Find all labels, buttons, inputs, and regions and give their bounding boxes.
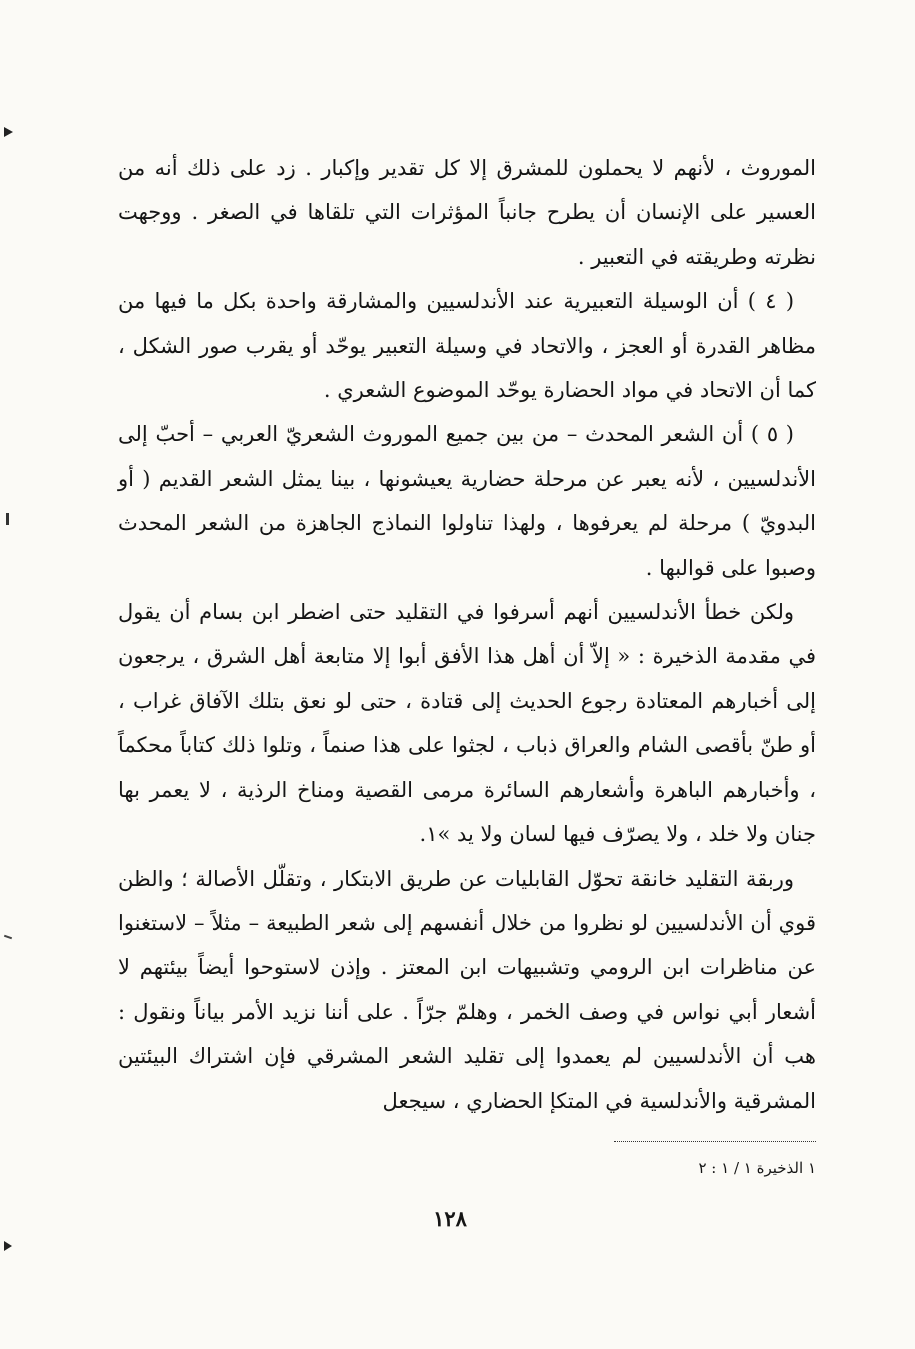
margin-mark [4,935,12,940]
page-number: ١٢٨ [433,1206,467,1231]
margin-mark [6,513,9,525]
footnote: ١ الذخيرة ١ / ١ : ٢ [698,1159,816,1177]
margin-mark [4,127,13,137]
paragraph: الموروث ، لأنهم لا يحملون للمشرق إلا كل تقدير وإكبار . زد على ذلك أنه من العسير على الإنسان أن يطرح جانباً المؤثرات التي تلقاها في الصغر . ووجهت نظرته وطريقته في التعبير . [118,156,816,269]
body-text [118,146,816,1123]
paragraph: ( ٥ ) أن الشعر المحدث – من بين جميع الموروث الشعريّ العربي – أحبّ إلى الأندلسيين ، لأنه يعبر عن مرحلة حضارية يعيشونها ، بينا يمثل الشعر القديم ( أو البدويّ ) مرحلة لم يعرفوها ، ولهذا تناولوا النماذج الجاهزة من الشعر المحدث وصبوا على قوالبها . [118,422,816,580]
margin-mark [4,1241,12,1251]
paragraph: وربقة التقليد خانقة تحوّل القابليات عن طريق الابتكار ، وتقلّل الأصالة ؛ والظن قوي أن الأندلسيين لو نظروا من خلال أنفسهم إلى شعر الطبيعة – مثلاً – لاستغنوا عن مناظرات ابن الرومي وتشبيهات ابن المعتز . وإذن لاستوحوا أيضاً بيئتهم لا أشعار أبي نواس في وصف الخمر ، وهلمّ جرّاً . على أننا نزيد الأمر بياناً ونقول : هب أن الأندلسيين لم يعمدوا إلى تقليد الشعر المشرقي فإن اشتراك البيئتين المشرقية والأندلسية في المتكإ الحضاري ، سيجعل [118,866,816,1113]
footnote-divider [614,1141,816,1142]
paragraph: ولكن خطأ الأندلسيين أنهم أسرفوا في التقليد حتى اضطر ابن بسام أن يقول في مقدمة الذخيرة : « إلاّ أن أهل هذا الأفق أبوا إلا متابعة أهل الشرق ، يرجعون إلى أخبارهم المعتادة رجوع الحديث إلى قتادة ، حتى لو نعق بتلك الآفاق غراب ، أو طنّ بأقصى الشام والعراق ذباب ، لجثوا على هذا صنماً ، وتلوا ذلك كتاباً محكماً ، وأخبارهم الباهرة وأشعارهم السائرة مرمى القصية ومناخ الرذية ، لا يعمر بها جنان ولا خلد ، ولا يصرّف فيها لسان ولا يد »١. [118,600,816,847]
paragraph: ( ٤ ) أن الوسيلة التعبيرية عند الأندلسيين والمشارقة واحدة بكل ما فيها من مظاهر القدرة أو العجز ، والاتحاد في وسيلة التعبير يوحّد أو يقرب صور الشكل ، كما أن الاتحاد في مواد الحضارة يوحّد الموضوع الشعري . [118,289,816,403]
